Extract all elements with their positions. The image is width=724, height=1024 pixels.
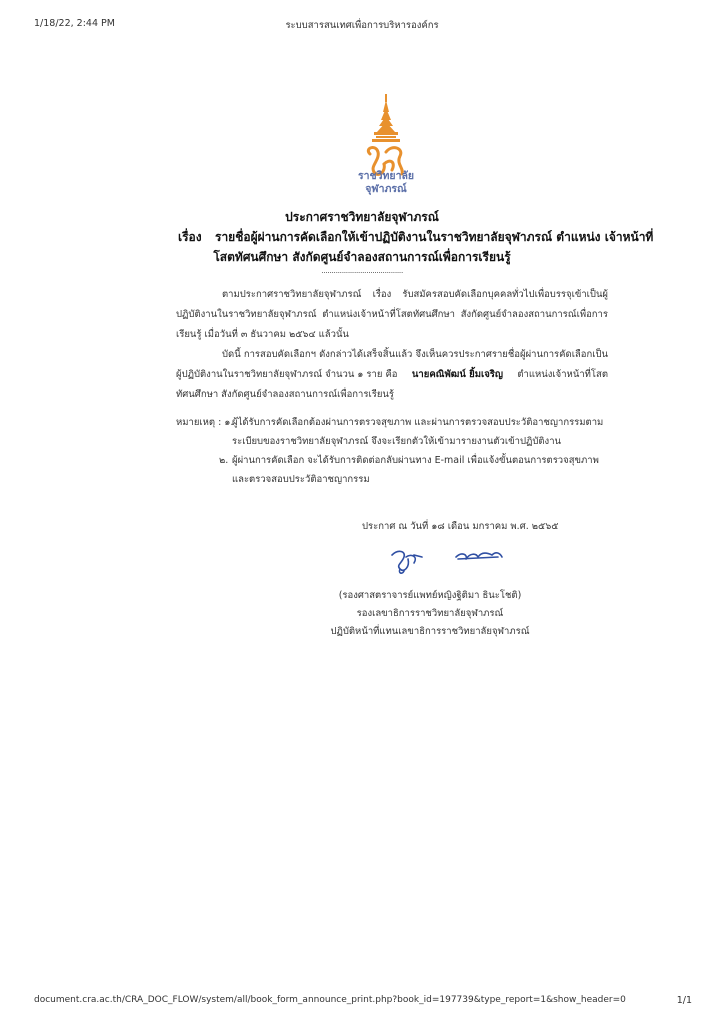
para1-line3: เรียนรู้ เมื่อวันที่ ๓ ธันวาคม ๒๕๖๔ แล้วนั้น: [176, 329, 349, 340]
announcement-title: ประกาศราชวิทยาลัยจุฬาภรณ์: [285, 210, 439, 224]
separator-dots: ........................................: [321, 266, 403, 275]
signature-icon: [388, 543, 508, 577]
print-page-title: ระบบสารสนเทศเพื่อการบริหารองค์กร: [285, 20, 439, 31]
print-datetime: 1/18/22, 2:44 PM: [34, 18, 115, 29]
para1-line1: ตามประกาศราชวิทยาลัยจุฬาภรณ์ เรื่อง รับสมัครสอบคัดเลือกบุคคลทั่วไปเพื่อบรรจุเข้าเป็นผู้: [222, 289, 608, 300]
signer-position-1: รองเลขาธิการราชวิทยาลัยจุฬาภรณ์: [356, 608, 504, 619]
remark-1-line2: ระเบียบของราชวิทยาลัยจุฬาภรณ์ จึงจะเรียกตัวให้เข้ามารายงานตัวเข้าปฏิบัติงาน: [232, 436, 562, 447]
para2-line2-post: ตำแหน่งเจ้าหน้าที่โสต: [517, 369, 608, 380]
logo-text-line2: จุฬาภรณ์: [365, 183, 407, 195]
logo-text-line1: ราชวิทยาลัย: [357, 170, 415, 182]
subject-line-2: โสตทัศนศึกษา สังกัดศูนย์จำลองสถานการณ์เพื่อการเรียนรู้: [213, 250, 511, 264]
remark-2-line2: และตรวจสอบประวัติอาชญากรรม: [232, 474, 370, 485]
subject-line-1: รายชื่อผู้ผ่านการคัดเลือกให้เข้าปฏิบัติงานในราชวิทยาลัยจุฬาภรณ์ ตำแหน่ง เจ้าหน้าที่: [215, 230, 654, 244]
subject-label: เรื่อง: [178, 230, 202, 244]
para2-line2: [176, 367, 608, 382]
para2-line2-pre: ผู้ปฏิบัติงานในราชวิทยาลัยจุฬาภรณ์ จำนวน ๑ ราย คือ: [176, 369, 398, 380]
print-page-number: 1/1: [676, 995, 692, 1006]
para2-line3: ทัศนศึกษา สังกัดศูนย์จำลองสถานการณ์เพื่อการเรียนรู้: [176, 389, 394, 400]
print-url: document.cra.ac.th/CRA_DOC_FLOW/system/all/book_form_announce_print.php?book_id=197739&type_report=1&show_header=0: [34, 995, 626, 1005]
signer-name: (รองศาสตราจารย์แพทย์หญิงฐิติมา ธินะโชติ): [338, 590, 522, 601]
announcement-date: ประกาศ ณ วันที่ ๑๘ เดือน มกราคม พ.ศ. ๒๕๖๕: [362, 521, 559, 532]
remark-1-line1: ผู้ได้รับการคัดเลือกต้องผ่านการตรวจสุขภาพ และผ่านการตรวจสอบประวัติอาชญากรรมตาม: [232, 417, 604, 428]
para1-line2: ปฏิบัติงานในราชวิทยาลัยจุฬาภรณ์ ตำแหน่งเจ้าหน้าที่โสตทัศนศึกษา สังกัดศูนย์จำลองสถานการณ์เพื่อการ: [176, 309, 608, 320]
signer-position-2: ปฏิบัติหน้าที่แทนเลขาธิการราชวิทยาลัยจุฬาภรณ์: [330, 626, 530, 637]
selected-candidate-name: นายคณิพัฒน์ ยิ้มเจริญ: [411, 369, 503, 380]
remark-2-number: ๒.: [219, 455, 229, 466]
remark-2-line1: ผู้ผ่านการคัดเลือก จะได้รับการติดต่อกลับผ่านทาง E-mail เพื่อแจ้งขั้นตอนการตรวจสุขภาพ: [232, 455, 599, 466]
remarks-label: หมายเหตุ : ๑.: [176, 417, 234, 428]
para2-line1: บัดนี้ การสอบคัดเลือกฯ ดังกล่าวได้เสร็จสิ้นแล้ว จึงเห็นควรประกาศรายชื่อผู้ผ่านการคัดเลือกเป็น: [222, 349, 608, 360]
